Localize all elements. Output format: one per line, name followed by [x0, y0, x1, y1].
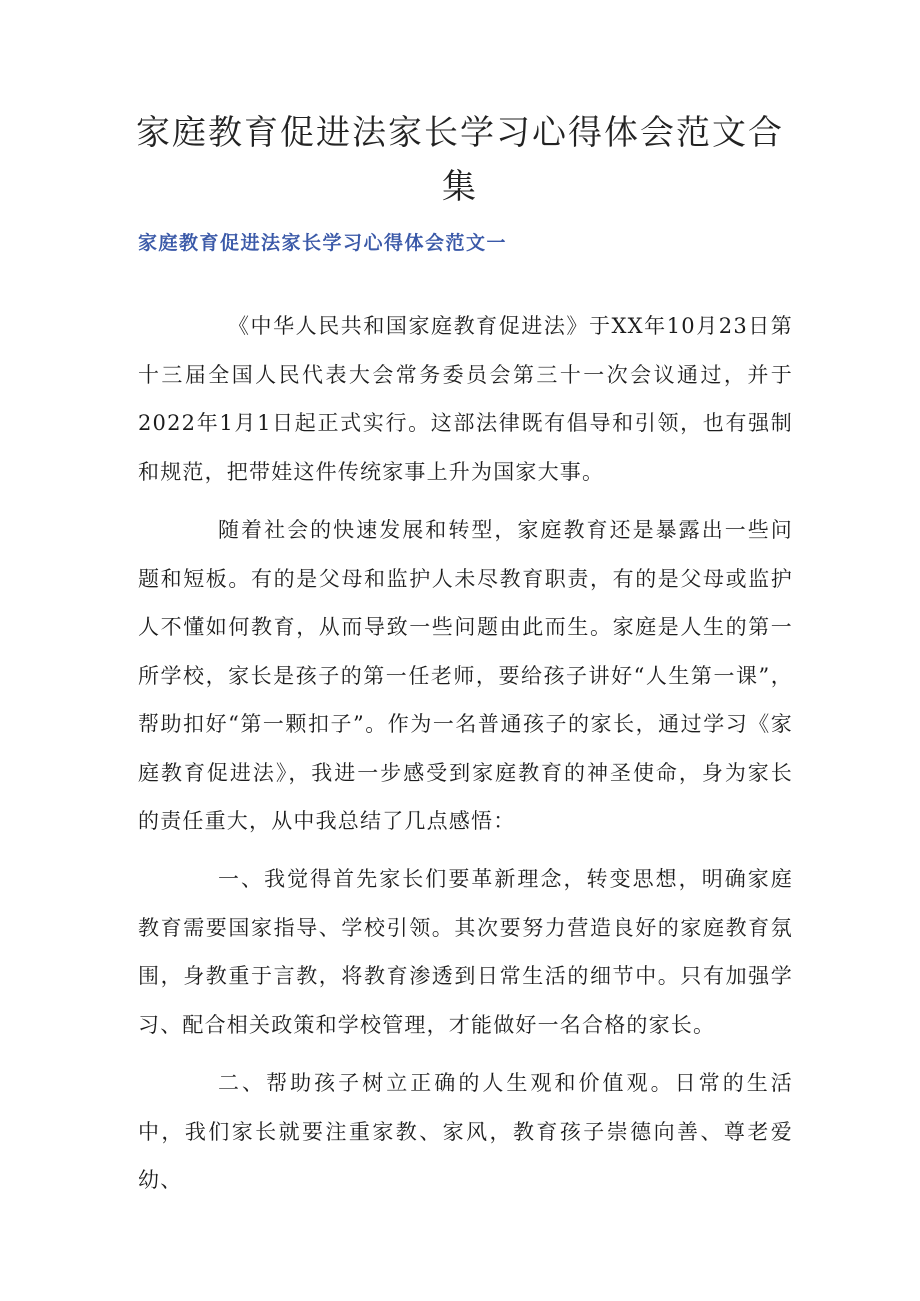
- section-heading: 家庭教育促进法家长学习心得体会范文一: [138, 232, 508, 254]
- paragraph-1: 《中华人民共和国家庭教育促进法》于XX年10月23日第十三届全国人民代表大会常务委员会第三十一次会议通过，并于2022年1月1日起正式实行。这部法律既有倡导和引领，也有强制和规范，把带娃这件传统家事上升为国家大事。: [138, 314, 793, 484]
- paragraph-2: 随着社会的快速发展和转型，家庭教育还是暴露出一些问题和短板。有的是父母和监护人未尽教育职责，有的是父母或监护人不懂如何教育，从而导致一些问题由此而生。家庭是人生的第一所学校，家长是孩子的第一任老师，要给孩子讲好“人生第一课”，帮助扣好“第一颗扣子”。作为一名普通孩子的家长，通过学习《家庭教育促进法》，我进一步感受到家庭教育的神圣使命，身为家长的责任重大，从中我总结了几点感悟：: [138, 518, 793, 833]
- paragraph-4: 二、帮助孩子树立正确的人生观和价值观。日常的生活中，我们家长就要注重家教、家风，教育孩子崇德向善、尊老爱幼、: [138, 1071, 793, 1192]
- document-title: 家庭教育促进法家长学习心得体会范文合集: [136, 113, 784, 207]
- paragraph-3: 一、我觉得首先家长们要革新理念，转变思想，明确家庭教育需要国家指导、学校引领。其次要努力营造良好的家庭教育氛围，身教重于言教，将教育渗透到日常生活的细节中。只有加强学习、配合相关政策和学校管理，才能做好一名合格的家长。: [138, 867, 793, 1037]
